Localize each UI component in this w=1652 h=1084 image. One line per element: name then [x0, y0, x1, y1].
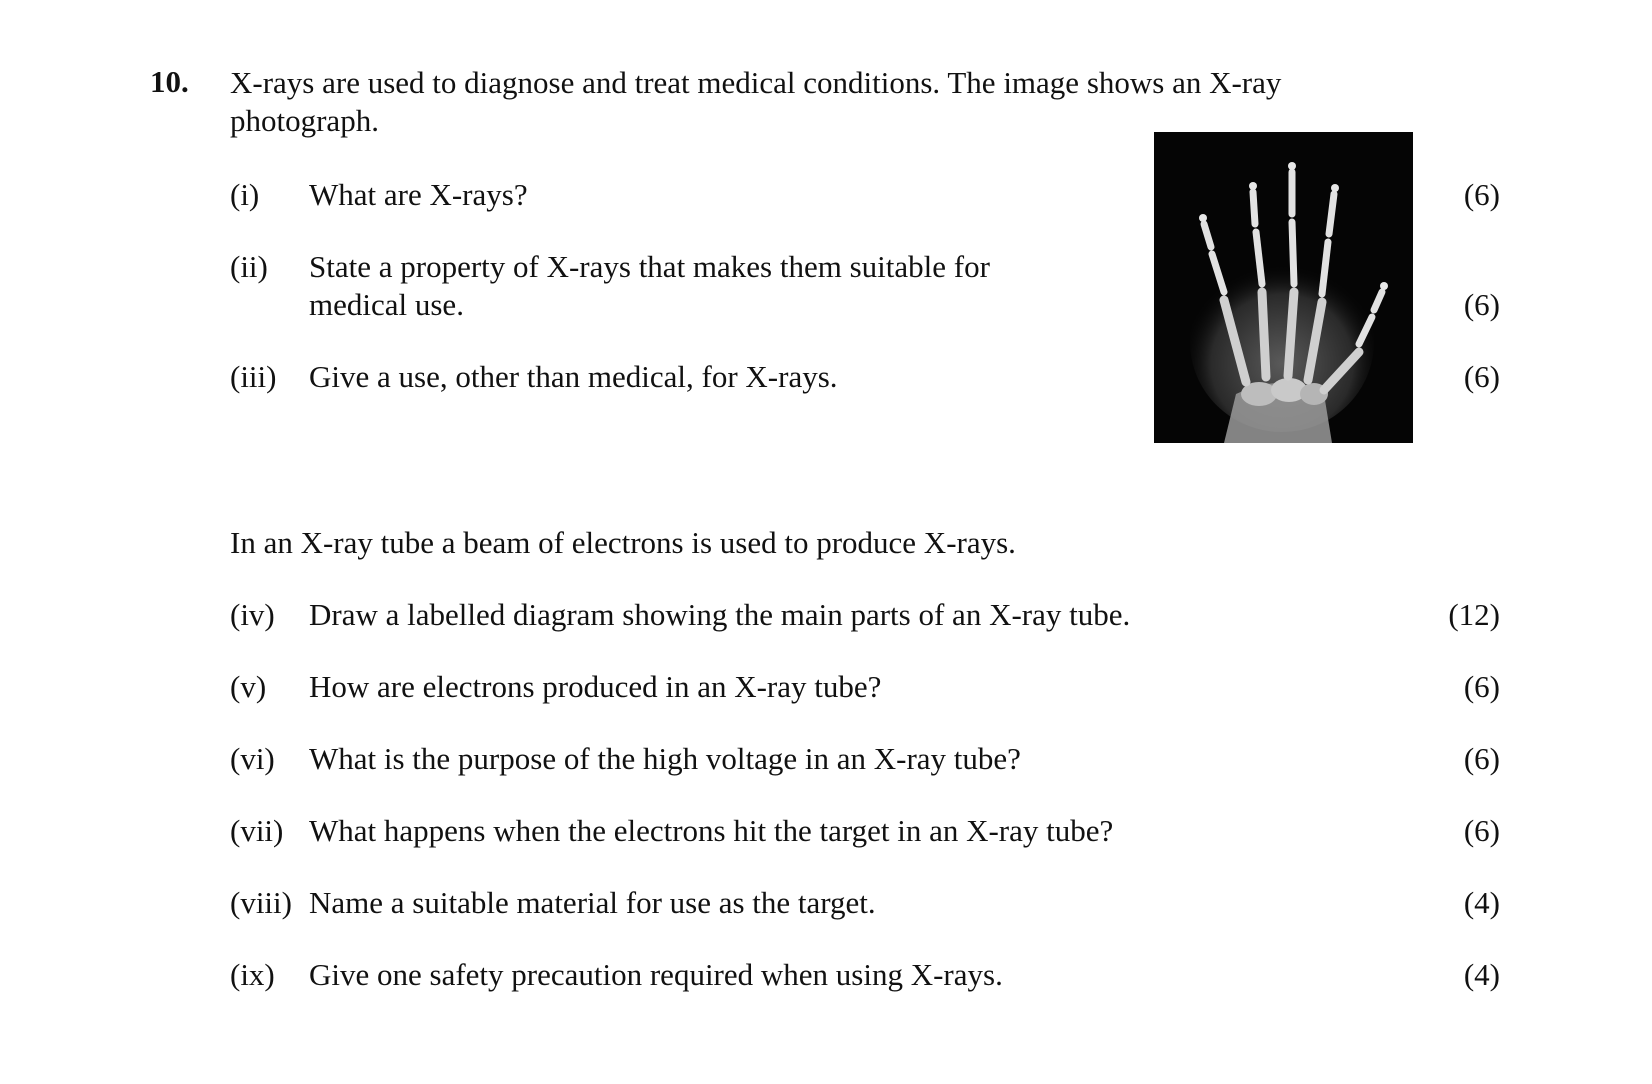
- phalanx-bone: [1204, 224, 1211, 247]
- xray-photograph: [1154, 132, 1413, 443]
- fingertip: [1288, 162, 1296, 170]
- part-i-label: (i): [230, 177, 260, 212]
- part-ix-marks: (4): [1463, 957, 1500, 992]
- part-vi-marks: (6): [1463, 741, 1500, 776]
- part-iii-text: Give a use, other than medical, for X-rays.: [309, 359, 838, 394]
- part-ix-label: (ix): [230, 957, 275, 992]
- part-iv-text: Draw a labelled diagram showing the main parts of an X-ray tube.: [309, 597, 1131, 632]
- xray-hand-icon: [1154, 132, 1413, 443]
- mid-text: In an X-ray tube a beam of electrons is used to produce X-rays.: [230, 525, 1016, 560]
- part-ix-text: Give one safety precaution required when using X-rays.: [309, 957, 1003, 992]
- metacarpal-bone: [1288, 292, 1294, 376]
- part-iii-label: (iii): [230, 359, 277, 394]
- part-iv-label: (iv): [230, 597, 275, 632]
- part-ii-text: State a property of X-rays that makes them suitable for medical use.: [309, 249, 990, 322]
- part-viii-marks: (4): [1463, 885, 1500, 920]
- part-viii-text: Name a suitable material for use as the target.: [309, 885, 876, 920]
- part-vii-text: What happens when the electrons hit the target in an X-ray tube?: [309, 813, 1114, 848]
- question-intro: X-rays are used to diagnose and treat medical conditions. The image shows an X-ray photograph.: [230, 65, 1282, 138]
- phalanx-bone: [1292, 222, 1294, 284]
- question-number: 10.: [150, 64, 189, 99]
- part-v-text: How are electrons produced in an X-ray tube?: [309, 669, 882, 704]
- fingertip: [1199, 214, 1207, 222]
- part-viii-label: (viii): [230, 885, 292, 920]
- metacarpal-bone: [1262, 292, 1266, 377]
- part-vi-text: What is the purpose of the high voltage in an X-ray tube?: [309, 741, 1021, 776]
- part-ii-label: (ii): [230, 249, 268, 284]
- phalanx-bone: [1374, 292, 1382, 310]
- part-v-marks: (6): [1463, 669, 1500, 704]
- fingertip: [1249, 182, 1257, 190]
- part-vii-label: (vii): [230, 813, 284, 848]
- part-ii-marks: (6): [1463, 287, 1500, 322]
- phalanx-bone: [1329, 194, 1334, 234]
- part-i-marks: (6): [1463, 177, 1500, 212]
- part-vi-label: (vi): [230, 741, 275, 776]
- part-i-text: What are X-rays?: [309, 177, 528, 212]
- part-iv-marks: (12): [1448, 597, 1500, 632]
- part-v-label: (v): [230, 669, 267, 704]
- phalanx-bone: [1253, 192, 1255, 224]
- fingertip: [1380, 282, 1388, 290]
- part-vii-marks: (6): [1463, 813, 1500, 848]
- fingertip: [1331, 184, 1339, 192]
- part-iii-marks: (6): [1463, 359, 1500, 394]
